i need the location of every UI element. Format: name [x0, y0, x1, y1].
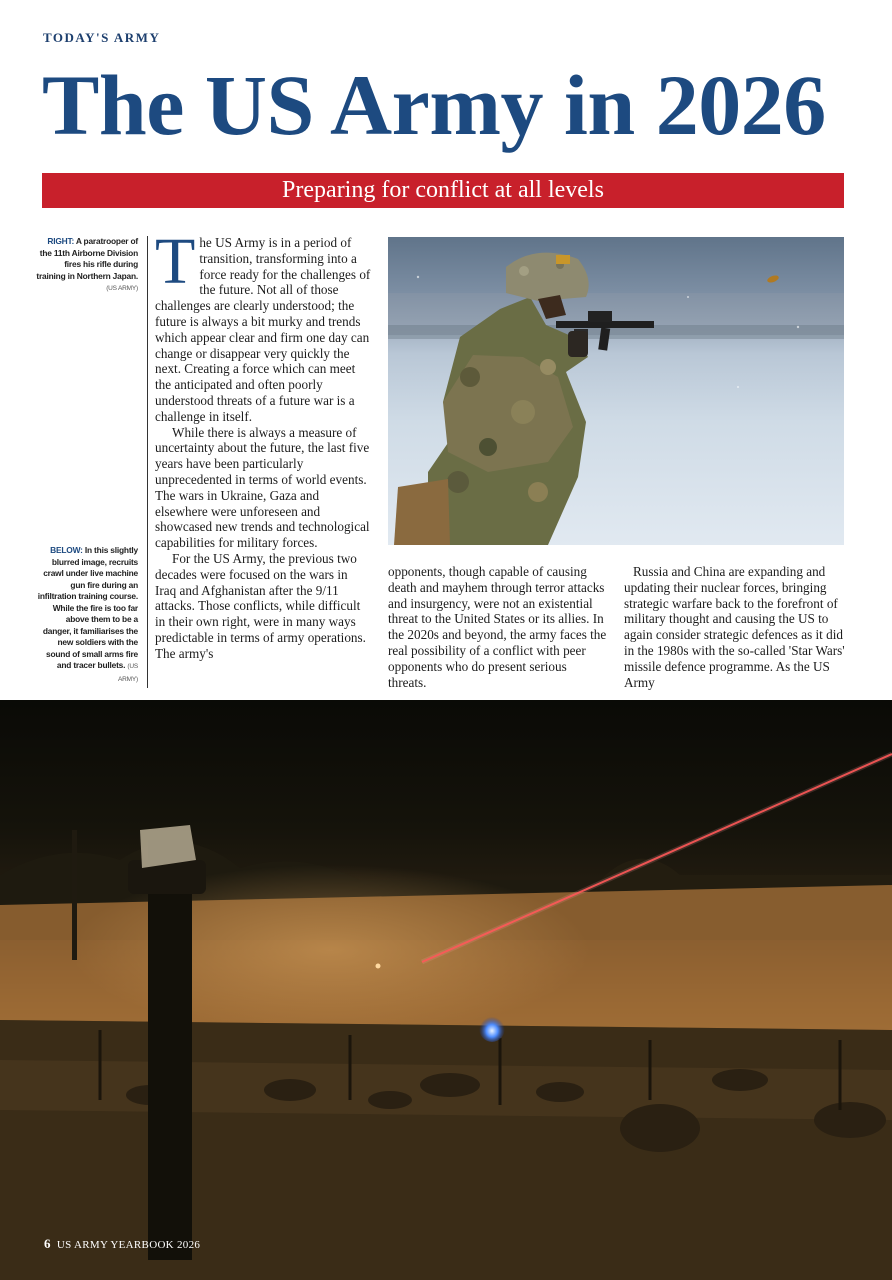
- section-label: TODAY'S ARMY: [43, 30, 161, 45]
- paratrooper-illustration: [388, 237, 844, 545]
- caption-text: In this slightly blurred image, recruits crawl under live machine gun fire during an infiltration training course. While the fire is too far above them to be a danger, it familiarises the new soldiers with the sound of small arms fire and tracer bullets.: [37, 545, 138, 670]
- caption-column-rule: [147, 236, 148, 688]
- publication-name: US ARMY YEARBOOK 2026: [56, 1239, 201, 1251]
- article-paragraph: For the US Army, the previous two decades were focused on the wars in Iraq and Afghanistan after the 9/11 attacks. Those conflicts, while difficult in their own right, were in many ways predictable in terms of army operations. The army's: [155, 550, 366, 661]
- night-range-illustration: [0, 700, 892, 1280]
- article-paragraph: opponents, though capable of causing death and mayhem through terror attacks and insurgency, were not an existential threat to the United States or its allies. In the 2020s and beyond, the army faces the real possibility of a conflict with peer opponents who do present serious threats.: [388, 564, 607, 690]
- article-column-2: [388, 564, 608, 690]
- article-paragraph: While there is always a measure of uncertainty about the future, the last five years have been particularly unprecedented in terms of world events. The wars in Ukraine, Gaza and elsewhere were unforeseen and showcased new trends and technological capabilities for military forces.: [155, 424, 370, 551]
- photo-caption-below: [36, 545, 138, 685]
- page-number: 6: [44, 1236, 51, 1251]
- infiltration-course-photo: [0, 700, 892, 1280]
- paratrooper-photo: [388, 237, 844, 545]
- drop-cap: T: [155, 225, 196, 298]
- caption-lead: RIGHT:: [47, 236, 75, 246]
- photo-caption-right: [36, 236, 138, 295]
- caption-lead: BELOW:: [50, 545, 83, 555]
- article-column-3: [624, 564, 846, 690]
- article-paragraph: The US Army is in a period of transition, transforming into a force ready for the challenges of the future. Not all of those challenges are clearly understood; the future is always a bit murky and trends which appear clear and firm one day can change or disappear very quickly the next. Creating a force which can meet the anticipated and often poorly understood threats of a future war is a challenge in itself.: [155, 225, 371, 424]
- photo-credit: (US ARMY): [106, 285, 138, 292]
- caption-text: A paratrooper of the 11th Airborne Division fires his rifle during training in Northern Japan.: [36, 236, 138, 281]
- page-headline: The US Army in 2026: [42, 57, 826, 153]
- photo-credit: (US ARMY): [118, 663, 138, 683]
- article-paragraph: Russia and China are expanding and updating their nuclear forces, bringing strategic warfare back to the forefront of military thought and causing the US to again consider strategic defences as it did in the 1980s with the so-called 'Star Wars' missile defence programme. As the US Army: [624, 564, 845, 690]
- article-column-1: [155, 225, 371, 662]
- strapline-banner: Preparing for conflict at all levels: [42, 173, 844, 208]
- page-folio: [44, 1236, 200, 1252]
